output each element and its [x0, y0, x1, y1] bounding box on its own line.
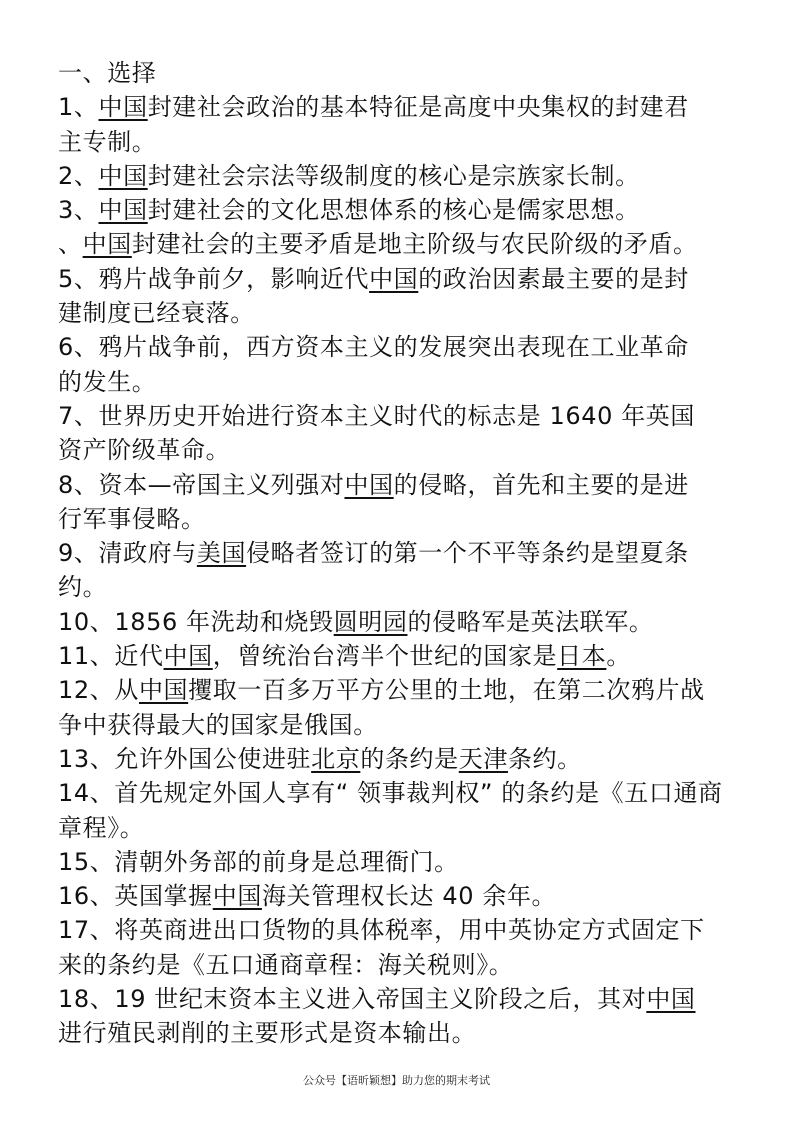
text-line	[58, 502, 760, 536]
text-line	[58, 193, 760, 227]
text-line	[58, 536, 760, 570]
text-line	[58, 159, 760, 193]
text-line	[58, 227, 760, 261]
text-segment: 约。	[58, 573, 108, 602]
underlined-term: 中国	[138, 676, 189, 705]
text-line	[58, 296, 760, 330]
text-segment: 7、世界历史开始进行资本主义时代的标志是 1640 年英国	[58, 401, 696, 430]
text-segment: 、	[58, 230, 83, 259]
text-line	[58, 330, 760, 364]
text-line	[58, 1016, 760, 1050]
text-segment: 3、	[58, 196, 99, 225]
text-segment: 的条约是	[360, 744, 459, 773]
text-segment: 9、清政府与	[58, 539, 197, 568]
text-segment: ，曾统治台湾半个世纪的国家是	[212, 642, 558, 671]
text-line	[58, 399, 760, 433]
text-line	[58, 90, 760, 124]
underlined-term: 中国	[98, 93, 148, 122]
text-line	[58, 845, 760, 879]
text-segment: 攫取一百多万平方公里的土地，在第二次鸦片战	[188, 676, 705, 705]
text-segment: 来的条约是《五口通商章程：海关税则》。	[58, 950, 514, 979]
text-segment: 条约。	[507, 744, 582, 773]
text-segment: 行军事侵略。	[58, 504, 206, 533]
text-line	[58, 742, 760, 776]
underlined-term: 中国	[369, 264, 419, 293]
text-segment: 8、资本—帝国主义列强对	[58, 470, 345, 499]
text-line	[58, 125, 760, 159]
text-line	[58, 982, 760, 1016]
text-line	[58, 433, 760, 467]
text-segment: 的发生。	[58, 367, 157, 396]
text-segment: 封建社会宗法等级制度的核心是宗族家长制。	[147, 161, 640, 190]
text-line	[58, 262, 760, 296]
text-segment: 主专制。	[58, 127, 157, 156]
text-segment: 封建社会的主要矛盾是地主阶级与农民阶级的矛盾。	[131, 230, 698, 259]
underlined-term: 中国	[212, 882, 262, 911]
text-line	[58, 913, 760, 947]
text-line	[58, 948, 760, 982]
text-segment: 14、首先规定外国人享有“ 领事裁判权” 的条约是《五口通商	[58, 779, 723, 808]
text-segment: 建制度已经衰落。	[58, 299, 255, 328]
text-segment: 17、将英商进出口货物的具体税率，用中英协定方式固定下	[58, 916, 705, 945]
text-line	[58, 708, 760, 742]
text-segment: 进行殖民剥削的主要形式是资本输出。	[58, 1019, 477, 1048]
text-segment: 的侵略，首先和主要的是进	[393, 470, 689, 499]
text-segment: 的侵略军是英法联军。	[407, 607, 654, 636]
question-list	[58, 56, 760, 1051]
text-line	[58, 879, 760, 913]
text-segment: 15、清朝外务部的前身是总理衙门。	[58, 847, 459, 876]
text-segment: 16、英国掌握	[58, 882, 213, 911]
text-line	[58, 365, 760, 399]
underlined-term: 天津	[458, 744, 508, 773]
text-segment: 10、1856 年洗劫和烧毁	[58, 607, 334, 636]
underlined-term: 中国	[98, 161, 148, 190]
text-line	[58, 811, 760, 845]
text-segment: 6、鸦片战争前，西方资本主义的发展突出表现在工业革命	[58, 333, 689, 362]
text-segment: 章程》。	[58, 813, 145, 842]
text-segment: 封建社会政治的基本特征是高度中央集权的封建君	[147, 93, 689, 122]
text-segment: 11、近代	[58, 642, 164, 671]
text-line	[58, 776, 760, 810]
underlined-term: 圆明园	[333, 607, 408, 636]
text-line	[58, 468, 760, 502]
text-segment: 海关管理权长达 40 余年。	[261, 882, 557, 911]
text-line	[58, 570, 760, 604]
text-segment: 资产阶级革命。	[58, 436, 231, 465]
underlined-term: 日本	[557, 642, 607, 671]
underlined-term: 中国	[163, 642, 213, 671]
text-segment: 侵略者签订的第一个不平等条约是望夏条	[246, 539, 689, 568]
text-segment: 12、从	[58, 676, 139, 705]
text-segment: 13、允许外国公使进驻	[58, 744, 312, 773]
text-segment: 的政治因素最主要的是封	[418, 264, 689, 293]
text-line	[58, 605, 760, 639]
underlined-term: 中国	[82, 230, 132, 259]
text-segment: 5、鸦片战争前夕，影响近代	[58, 264, 370, 293]
text-segment: 18、19 世纪末资本主义进入帝国主义阶段之后，其对	[58, 985, 647, 1014]
underlined-term: 中国	[98, 196, 148, 225]
underlined-term: 美国	[196, 539, 247, 568]
text-line	[58, 673, 760, 707]
text-segment: 争中获得最大的国家是俄国。	[58, 710, 378, 739]
underlined-term: 北京	[311, 744, 361, 773]
text-segment: 2、	[58, 161, 99, 190]
section-title: 一、选择	[58, 59, 157, 87]
text-segment: 。	[606, 642, 631, 671]
text-line	[58, 639, 760, 673]
underlined-term: 中国	[344, 470, 394, 499]
text-segment: 1、	[58, 93, 99, 122]
text-segment: 封建社会的文化思想体系的核心是儒家思想。	[147, 196, 640, 225]
underlined-term: 中国	[646, 985, 696, 1014]
footer-note: 公众号【语昕颖想】助力您的期末考试	[303, 1074, 490, 1087]
